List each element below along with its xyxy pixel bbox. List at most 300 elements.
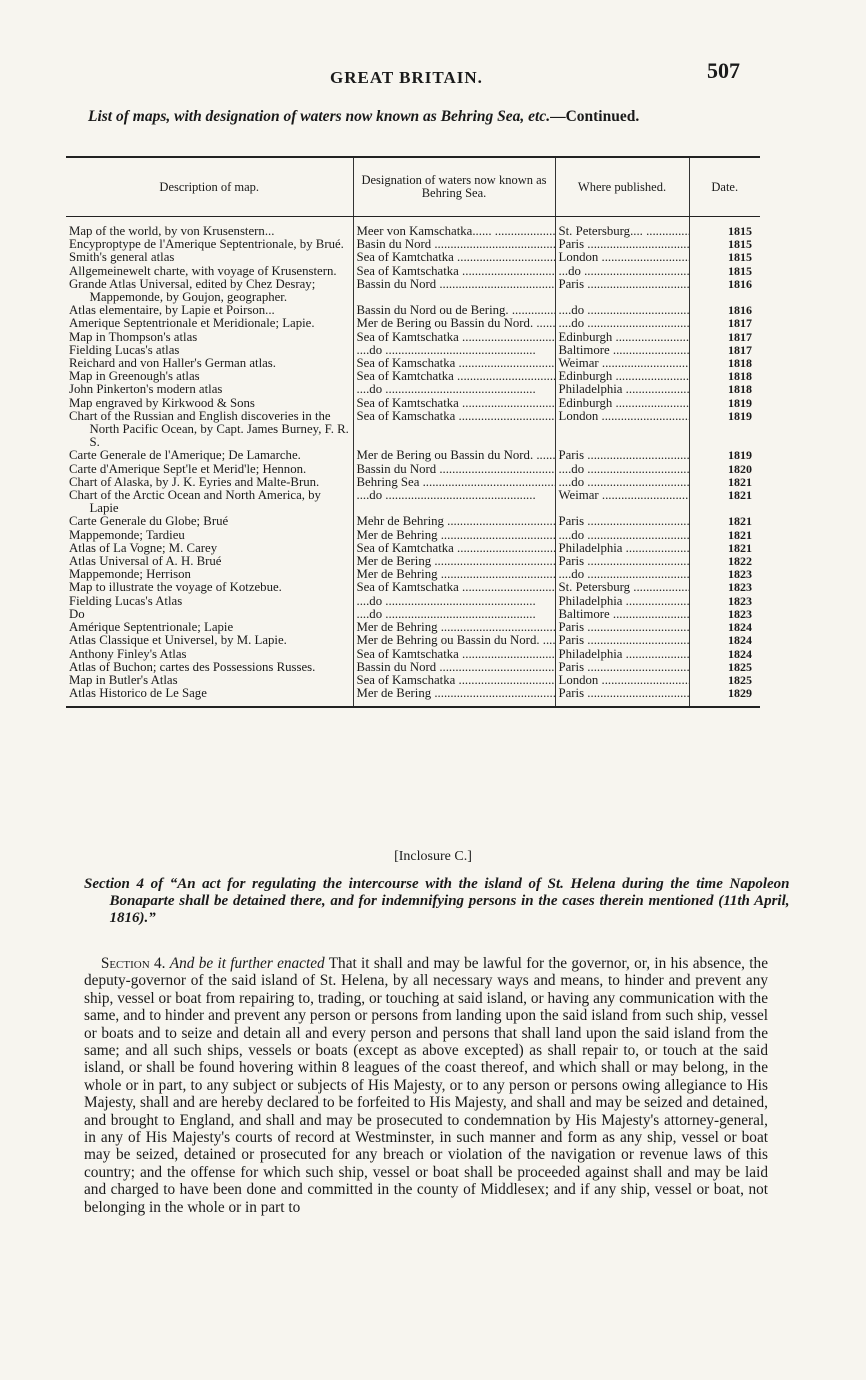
- table-header-row: [66, 157, 760, 217]
- cell-where-text: ....do .....: [559, 476, 690, 489]
- cell-waters: [353, 344, 555, 357]
- cell-date-text: 1819: [728, 449, 752, 463]
- cell-description-text: Chart of Alaska, by J. K. Eyries and Malte-Brun.: [69, 475, 320, 489]
- cell-waters-text: Sea of Kamschatka .....: [357, 410, 556, 423]
- cell-where: [555, 238, 689, 251]
- cell-description-text: Fielding Lucas's Atlas: [69, 594, 183, 608]
- cell-waters: [353, 331, 555, 344]
- cell-where: [555, 397, 689, 410]
- cell-where: [555, 317, 689, 330]
- cell-waters: [353, 595, 555, 608]
- cell-where: [555, 489, 689, 515]
- cell-where: [555, 463, 689, 476]
- cell-date: [689, 674, 760, 687]
- cell-description-text: Atlas Historico de Le Sage: [69, 687, 207, 701]
- cell-waters: [353, 581, 555, 594]
- table-row: [66, 568, 760, 581]
- cell-description-text: Carte Generale du Globe; Brué: [69, 515, 229, 529]
- section-lead-italic: And be it further enacted: [169, 955, 325, 972]
- cell-waters: [353, 265, 555, 278]
- cell-date: [689, 568, 760, 581]
- cell-waters: [353, 489, 555, 515]
- table-caption-suffix: —Continued.: [550, 108, 640, 125]
- cell-date: [689, 687, 760, 707]
- cell-waters: [353, 555, 555, 568]
- cell-description-text: Do: [69, 607, 85, 621]
- table-row: [66, 370, 760, 383]
- cell-date: [689, 383, 760, 396]
- cell-where: [555, 661, 689, 674]
- table-row: [66, 278, 760, 304]
- cell-where: [555, 410, 689, 450]
- cell-where: [555, 278, 689, 304]
- cell-waters: [353, 317, 555, 330]
- cell-description: [66, 463, 353, 476]
- section-lead: Section 4.: [100, 955, 166, 972]
- cell-description-text: Map engraved by Kirkwood & Sons: [69, 396, 255, 410]
- cell-waters: [353, 217, 555, 239]
- cell-description: [66, 489, 353, 515]
- cell-where: [555, 476, 689, 489]
- cell-description-text: Carte Generale de l'Amerique; De Lamarche.: [69, 449, 301, 463]
- column-header-description: Description of map.: [66, 157, 353, 217]
- cell-waters: [353, 410, 555, 450]
- table-row: [66, 238, 760, 251]
- cell-date: [689, 238, 760, 251]
- cell-where: [555, 674, 689, 687]
- cell-waters-text: Bassin du Nord .....: [357, 463, 556, 476]
- cell-description-text: Map in Thompson's atlas: [69, 330, 198, 344]
- cell-waters-text: Mer de Behring .....: [357, 621, 556, 634]
- cell-waters-text: Sea of Kamtchatka .....: [357, 251, 556, 264]
- cell-description: [66, 674, 353, 687]
- cell-where-text: Paris .....: [559, 555, 690, 568]
- cell-where: [555, 634, 689, 647]
- cell-date-text: 1823: [728, 607, 752, 621]
- cell-waters: [353, 370, 555, 383]
- cell-date: [689, 489, 760, 515]
- cell-waters: [353, 608, 555, 621]
- cell-description-text: Chart of the Russian and English discoveries in the North Pacific Ocean, by Capt. James Burney, F. R. S.: [69, 409, 349, 450]
- cell-description-text: Carte d'Amerique Sept'le et Merid'le; Hennon.: [69, 462, 307, 476]
- table-row: [66, 251, 760, 264]
- cell-date-text: 1821: [728, 541, 752, 555]
- cell-date-text: 1815: [728, 224, 752, 238]
- cell-where: [555, 251, 689, 264]
- cell-waters: [353, 463, 555, 476]
- cell-date-text: 1821: [728, 489, 752, 503]
- cell-date: [689, 251, 760, 264]
- cell-description-text: Map of the world, by von Krusenstern...: [69, 224, 275, 238]
- table-row: [66, 397, 760, 410]
- cell-date: [689, 344, 760, 357]
- table-caption-text: List of maps, with designation of waters now known as Behring Sea, etc.: [88, 108, 551, 125]
- cell-waters-text: Behring Sea .....: [357, 476, 556, 489]
- cell-description: [66, 621, 353, 634]
- table-row: [66, 265, 760, 278]
- table-row: [66, 648, 760, 661]
- cell-waters-text: Basin du Nord .....: [357, 238, 556, 251]
- cell-waters-text: Sea of Kamtschatka .....: [357, 331, 556, 344]
- cell-description: [66, 515, 353, 528]
- cell-description: [66, 238, 353, 251]
- cell-date-text: 1821: [728, 515, 752, 529]
- cell-where-text: Edinburgh .....: [559, 397, 690, 410]
- cell-waters-text: Mer de Behring .....: [357, 529, 556, 542]
- cell-where-text: ....do .....: [559, 529, 690, 542]
- cell-date: [689, 304, 760, 317]
- cell-date-text: 1825: [728, 660, 752, 674]
- cell-description: [66, 555, 353, 568]
- cell-waters-text: Sea of Kamtschatka .....: [357, 265, 556, 278]
- cell-where-text: London .....: [559, 251, 690, 264]
- cell-description-text: Anthony Finley's Atlas: [69, 647, 187, 661]
- cell-where-text: Philadelphia .....: [559, 383, 690, 396]
- cell-waters: [353, 449, 555, 462]
- cell-where: [555, 449, 689, 462]
- cell-date-text: 1818: [728, 357, 752, 371]
- cell-waters: [353, 687, 555, 707]
- section-title: Section 4 of “An act for regulating the intercourse with the island of St. Helena during the time Napoleon Bonaparte shall be detained there, and for indemnifying persons in the cases therein mentioned (11th April, 1816).”: [84, 876, 790, 926]
- cell-date: [689, 529, 760, 542]
- cell-where-text: Paris .....: [559, 687, 690, 700]
- cell-where-text: Paris .....: [559, 278, 690, 291]
- cell-description-text: Amérique Septentrionale; Lapie: [69, 621, 234, 635]
- cell-description-text: Map in Greenough's atlas: [69, 370, 200, 384]
- table-row: [66, 661, 760, 674]
- cell-description-text: Mappemonde; Herrison: [69, 568, 191, 582]
- cell-description: [66, 304, 353, 317]
- cell-waters: [353, 568, 555, 581]
- running-head: GREAT BRITAIN.: [330, 68, 483, 87]
- table-row: [66, 595, 760, 608]
- cell-date: [689, 621, 760, 634]
- table-row: [66, 489, 760, 515]
- cell-description: [66, 476, 353, 489]
- cell-where: [555, 383, 689, 396]
- cell-date: [689, 410, 760, 450]
- cell-waters-text: Sea of Kamtchatka .....: [357, 542, 556, 555]
- cell-description: [66, 529, 353, 542]
- cell-description-text: Atlas Classique et Universel, by M. Lapie.: [69, 634, 287, 648]
- cell-date-text: 1820: [728, 462, 752, 476]
- table-row: [66, 581, 760, 594]
- cell-description: [66, 542, 353, 555]
- cell-waters-text: ....do .....: [357, 489, 536, 502]
- cell-date: [689, 608, 760, 621]
- cell-date-text: 1823: [728, 568, 752, 582]
- cell-where-text: Baltimore .....: [559, 608, 690, 621]
- cell-waters: [353, 661, 555, 674]
- cell-description-text: Grande Atlas Universal, edited by Chez Desray; Mappemonde, by Goujon, geographer.: [69, 277, 316, 305]
- cell-description: [66, 687, 353, 707]
- cell-date-text: 1824: [728, 621, 752, 635]
- cell-description: [66, 634, 353, 647]
- cell-waters-text: Mer de Bering ou Bassin du Nord. .....: [357, 449, 556, 462]
- cell-waters-text: Mer de Behring ou Bassin du Nord. .....: [357, 634, 556, 647]
- cell-description: [66, 217, 353, 239]
- cell-description-text: Map to illustrate the voyage of Kotzebue.: [69, 581, 282, 595]
- cell-where-text: London .....: [559, 674, 690, 687]
- cell-date: [689, 397, 760, 410]
- cell-waters: [353, 542, 555, 555]
- cell-where: [555, 621, 689, 634]
- cell-description-text: Amerique Septentrionale et Meridionale; Lapie.: [69, 317, 315, 331]
- cell-date: [689, 317, 760, 330]
- cell-date-text: 1815: [728, 238, 752, 252]
- cell-waters-text: Sea of Kamschatka .....: [357, 674, 556, 687]
- cell-where-text: Weimar .....: [559, 489, 690, 502]
- cell-description: [66, 344, 353, 357]
- cell-waters-text: Sea of Kamtschatka .....: [357, 581, 556, 594]
- cell-waters-text: Mehr de Behring .....: [357, 515, 556, 528]
- cell-date-text: 1816: [728, 277, 752, 291]
- cell-waters-text: Bassin du Nord .....: [357, 278, 556, 291]
- cell-description: [66, 317, 353, 330]
- table-row: [66, 331, 760, 344]
- cell-where: [555, 515, 689, 528]
- table-row: [66, 344, 760, 357]
- cell-date-text: 1822: [728, 555, 752, 569]
- cell-date-text: 1829: [728, 687, 752, 701]
- cell-description-text: Atlas of La Vogne; M. Carey: [69, 541, 218, 555]
- cell-where-text: Paris .....: [559, 449, 690, 462]
- cell-date-text: 1823: [728, 594, 752, 608]
- cell-description: [66, 661, 353, 674]
- cell-where-text: London .....: [559, 410, 690, 423]
- cell-date-text: 1818: [728, 383, 752, 397]
- cell-where-text: St. Petersburg.... .....: [559, 224, 690, 238]
- cell-where: [555, 581, 689, 594]
- cell-where-text: Paris .....: [559, 661, 690, 674]
- cell-where: [555, 648, 689, 661]
- cell-waters: [353, 634, 555, 647]
- cell-description: [66, 397, 353, 410]
- cell-where-text: Weimar .....: [559, 357, 690, 370]
- section-text: That it shall and may be lawful for the governor, or, in his absence, the deputy-governor of the said island of St. Helena, by all necessary ways and means, to hinder and prevent any ship, vessel or boat from repairing to, trading, or touching at said island, or having any communication with the same, and to hinder and prevent any person or persons from landing upon the said island from such ship, vessel or boats and to seize and detain all and every person and persons that shall land upon the said island from the same; and all such ships, vessels or boats (except as above excepted) as shall repair to, or touch at the said island, or shall be found hovering within 8 leagues of the coast thereof, and which shall or may belong, in the whole or in part, to any subject or subjects of His Majesty, or to any person or persons owing allegiance to His Majesty, shall and are hereby declared to be forfeited to His Majesty, and shall and may be seized and detained, and brought to England, and shall and may be prosecuted to condemnation by His Majesty's attorney-general, in any of His Majesty's courts of record at Westminster, in such manner and form as any ship, vessel or boat may be seized, detained or prosecuted for any breach or violation of the navigation or revenue laws of this country; and the offense for which such ship, vessel or boat shall be proceeded against shall and may be laid and charged to have been done and committed in the county of Middlesex; and if any ship, vessel or boat, not belonging in the whole or in part to: [84, 955, 768, 1216]
- cell-description: [66, 251, 353, 264]
- cell-description-text: Allgemeinewelt charte, with voyage of Krusenstern.: [69, 264, 337, 278]
- cell-where-text: St. Petersburg .....: [559, 581, 690, 594]
- cell-date-text: 1817: [728, 330, 752, 344]
- table-row: [66, 687, 760, 707]
- cell-where: [555, 265, 689, 278]
- table-row: [66, 410, 760, 450]
- cell-date: [689, 449, 760, 462]
- table-row: [66, 555, 760, 568]
- cell-where-text: ....do .....: [559, 304, 690, 317]
- cell-where-text: Baltimore .....: [559, 344, 690, 357]
- cell-waters-text: Mer de Behring .....: [357, 568, 556, 581]
- column-header-date: Date.: [689, 157, 760, 217]
- table-row: [66, 674, 760, 687]
- cell-description: [66, 265, 353, 278]
- cell-description: [66, 370, 353, 383]
- cell-date: [689, 595, 760, 608]
- cell-where-text: Edinburgh .....: [559, 331, 690, 344]
- cell-description-text: Encyproptype de l'Amerique Septentrionale, by Brué.: [69, 238, 344, 252]
- cell-date: [689, 542, 760, 555]
- maps-table: [66, 156, 760, 708]
- cell-date-text: 1817: [728, 343, 752, 357]
- cell-where-text: Philadelphia .....: [559, 542, 690, 555]
- cell-waters: [353, 304, 555, 317]
- cell-where-text: Philadelphia .....: [559, 595, 690, 608]
- cell-date: [689, 265, 760, 278]
- cell-waters-text: Sea of Kamtschatka .....: [357, 648, 556, 661]
- cell-date: [689, 476, 760, 489]
- cell-where-text: Paris .....: [559, 634, 690, 647]
- cell-waters: [353, 515, 555, 528]
- cell-waters: [353, 383, 555, 396]
- cell-waters: [353, 674, 555, 687]
- cell-description: [66, 383, 353, 396]
- cell-waters: [353, 238, 555, 251]
- cell-where-text: ...do .....: [559, 265, 690, 278]
- cell-date: [689, 331, 760, 344]
- table-row: [66, 476, 760, 489]
- inclosure-label: [Inclosure C.]: [394, 849, 472, 864]
- cell-waters-text: Sea of Kamtchatka .....: [357, 370, 556, 383]
- table-row: [66, 317, 760, 330]
- cell-date-text: 1819: [728, 409, 752, 423]
- cell-waters-text: ....do .....: [357, 383, 536, 396]
- cell-date: [689, 515, 760, 528]
- cell-description: [66, 278, 353, 304]
- cell-date: [689, 661, 760, 674]
- cell-where: [555, 608, 689, 621]
- cell-waters: [353, 278, 555, 304]
- cell-date-text: 1824: [728, 634, 752, 648]
- cell-where: [555, 357, 689, 370]
- table-row: [66, 529, 760, 542]
- column-header-waters: Designation of waters now known as Behring Sea.: [353, 157, 555, 217]
- cell-date: [689, 357, 760, 370]
- table-row: [66, 515, 760, 528]
- cell-where-text: Paris .....: [559, 238, 690, 251]
- cell-where: [555, 687, 689, 707]
- cell-where: [555, 344, 689, 357]
- cell-description: [66, 581, 353, 594]
- cell-date-text: 1821: [728, 475, 752, 489]
- cell-description: [66, 449, 353, 462]
- cell-waters: [353, 648, 555, 661]
- cell-description-text: Reichard and von Haller's German atlas.: [69, 357, 276, 371]
- body-paragraph: [84, 955, 768, 1216]
- cell-waters-text: Meer von Kamschatka...... .....: [357, 224, 556, 238]
- cell-where-text: ....do .....: [559, 568, 690, 581]
- cell-waters-text: ....do .....: [357, 595, 536, 608]
- cell-waters-text: Bassin du Nord .....: [357, 661, 556, 674]
- cell-where-text: Philadelphia .....: [559, 648, 690, 661]
- cell-where: [555, 595, 689, 608]
- cell-waters-text: ....do .....: [357, 344, 536, 357]
- cell-waters: [353, 251, 555, 264]
- cell-description: [66, 410, 353, 450]
- cell-date: [689, 370, 760, 383]
- cell-where: [555, 542, 689, 555]
- table-row: [66, 621, 760, 634]
- cell-description: [66, 568, 353, 581]
- cell-waters: [353, 476, 555, 489]
- cell-date: [689, 278, 760, 304]
- cell-date-text: 1815: [728, 264, 752, 278]
- table-row: [66, 217, 760, 239]
- cell-waters: [353, 529, 555, 542]
- cell-waters-text: Mer de Bering ou Bassin du Nord. .....: [357, 317, 556, 330]
- cell-date-text: 1815: [728, 251, 752, 265]
- cell-date-text: 1819: [728, 396, 752, 410]
- column-header-where: Where published.: [555, 157, 689, 217]
- cell-where: [555, 529, 689, 542]
- cell-waters-text: Sea of Kamschatka .....: [357, 357, 556, 370]
- table-row: [66, 304, 760, 317]
- cell-description-text: Map in Butler's Atlas: [69, 673, 178, 687]
- cell-description-text: Atlas elementaire, by Lapie et Poirson...: [69, 304, 275, 318]
- cell-date-text: 1816: [728, 304, 752, 318]
- cell-where-text: ....do .....: [559, 317, 690, 330]
- cell-date-text: 1825: [728, 673, 752, 687]
- cell-date-text: 1821: [728, 528, 752, 542]
- cell-description-text: John Pinkerton's modern atlas: [69, 383, 223, 397]
- cell-where: [555, 331, 689, 344]
- cell-waters-text: Bassin du Nord ou de Bering. .....: [357, 304, 556, 317]
- cell-description-text: Chart of the Arctic Ocean and North America, by Lapie: [69, 489, 321, 516]
- cell-date-text: 1823: [728, 581, 752, 595]
- cell-description: [66, 331, 353, 344]
- cell-where-text: Paris .....: [559, 621, 690, 634]
- cell-where: [555, 555, 689, 568]
- cell-date: [689, 648, 760, 661]
- cell-waters: [353, 621, 555, 634]
- cell-date: [689, 463, 760, 476]
- cell-description: [66, 608, 353, 621]
- cell-date-text: 1818: [728, 370, 752, 384]
- cell-where-text: ....do .....: [559, 463, 690, 476]
- table-row: [66, 634, 760, 647]
- cell-description: [66, 595, 353, 608]
- cell-description-text: Atlas Universal of A. H. Brué: [69, 555, 222, 569]
- cell-where: [555, 568, 689, 581]
- cell-description-text: Mappemonde; Tardieu: [69, 528, 185, 542]
- cell-waters: [353, 397, 555, 410]
- cell-date-text: 1817: [728, 317, 752, 331]
- cell-date: [689, 555, 760, 568]
- page-number: 507: [707, 58, 740, 83]
- cell-description: [66, 357, 353, 370]
- cell-description-text: Fielding Lucas's atlas: [69, 343, 180, 357]
- cell-date: [689, 217, 760, 239]
- table-caption: [88, 108, 748, 126]
- table-row: [66, 449, 760, 462]
- cell-waters-text: Sea of Kamtschatka .....: [357, 397, 556, 410]
- cell-where-text: Paris .....: [559, 515, 690, 528]
- cell-date-text: 1824: [728, 647, 752, 661]
- cell-description-text: Atlas of Buchon; cartes des Possessions Russes.: [69, 660, 316, 674]
- cell-waters-text: Mer de Bering .....: [357, 687, 556, 700]
- table-row: [66, 463, 760, 476]
- cell-where: [555, 304, 689, 317]
- cell-description: [66, 648, 353, 661]
- cell-where: [555, 217, 689, 239]
- cell-date: [689, 634, 760, 647]
- cell-waters-text: ....do .....: [357, 608, 536, 621]
- table-row: [66, 357, 760, 370]
- cell-waters: [353, 357, 555, 370]
- table-row: [66, 542, 760, 555]
- cell-waters-text: Mer de Bering .....: [357, 555, 556, 568]
- cell-date: [689, 581, 760, 594]
